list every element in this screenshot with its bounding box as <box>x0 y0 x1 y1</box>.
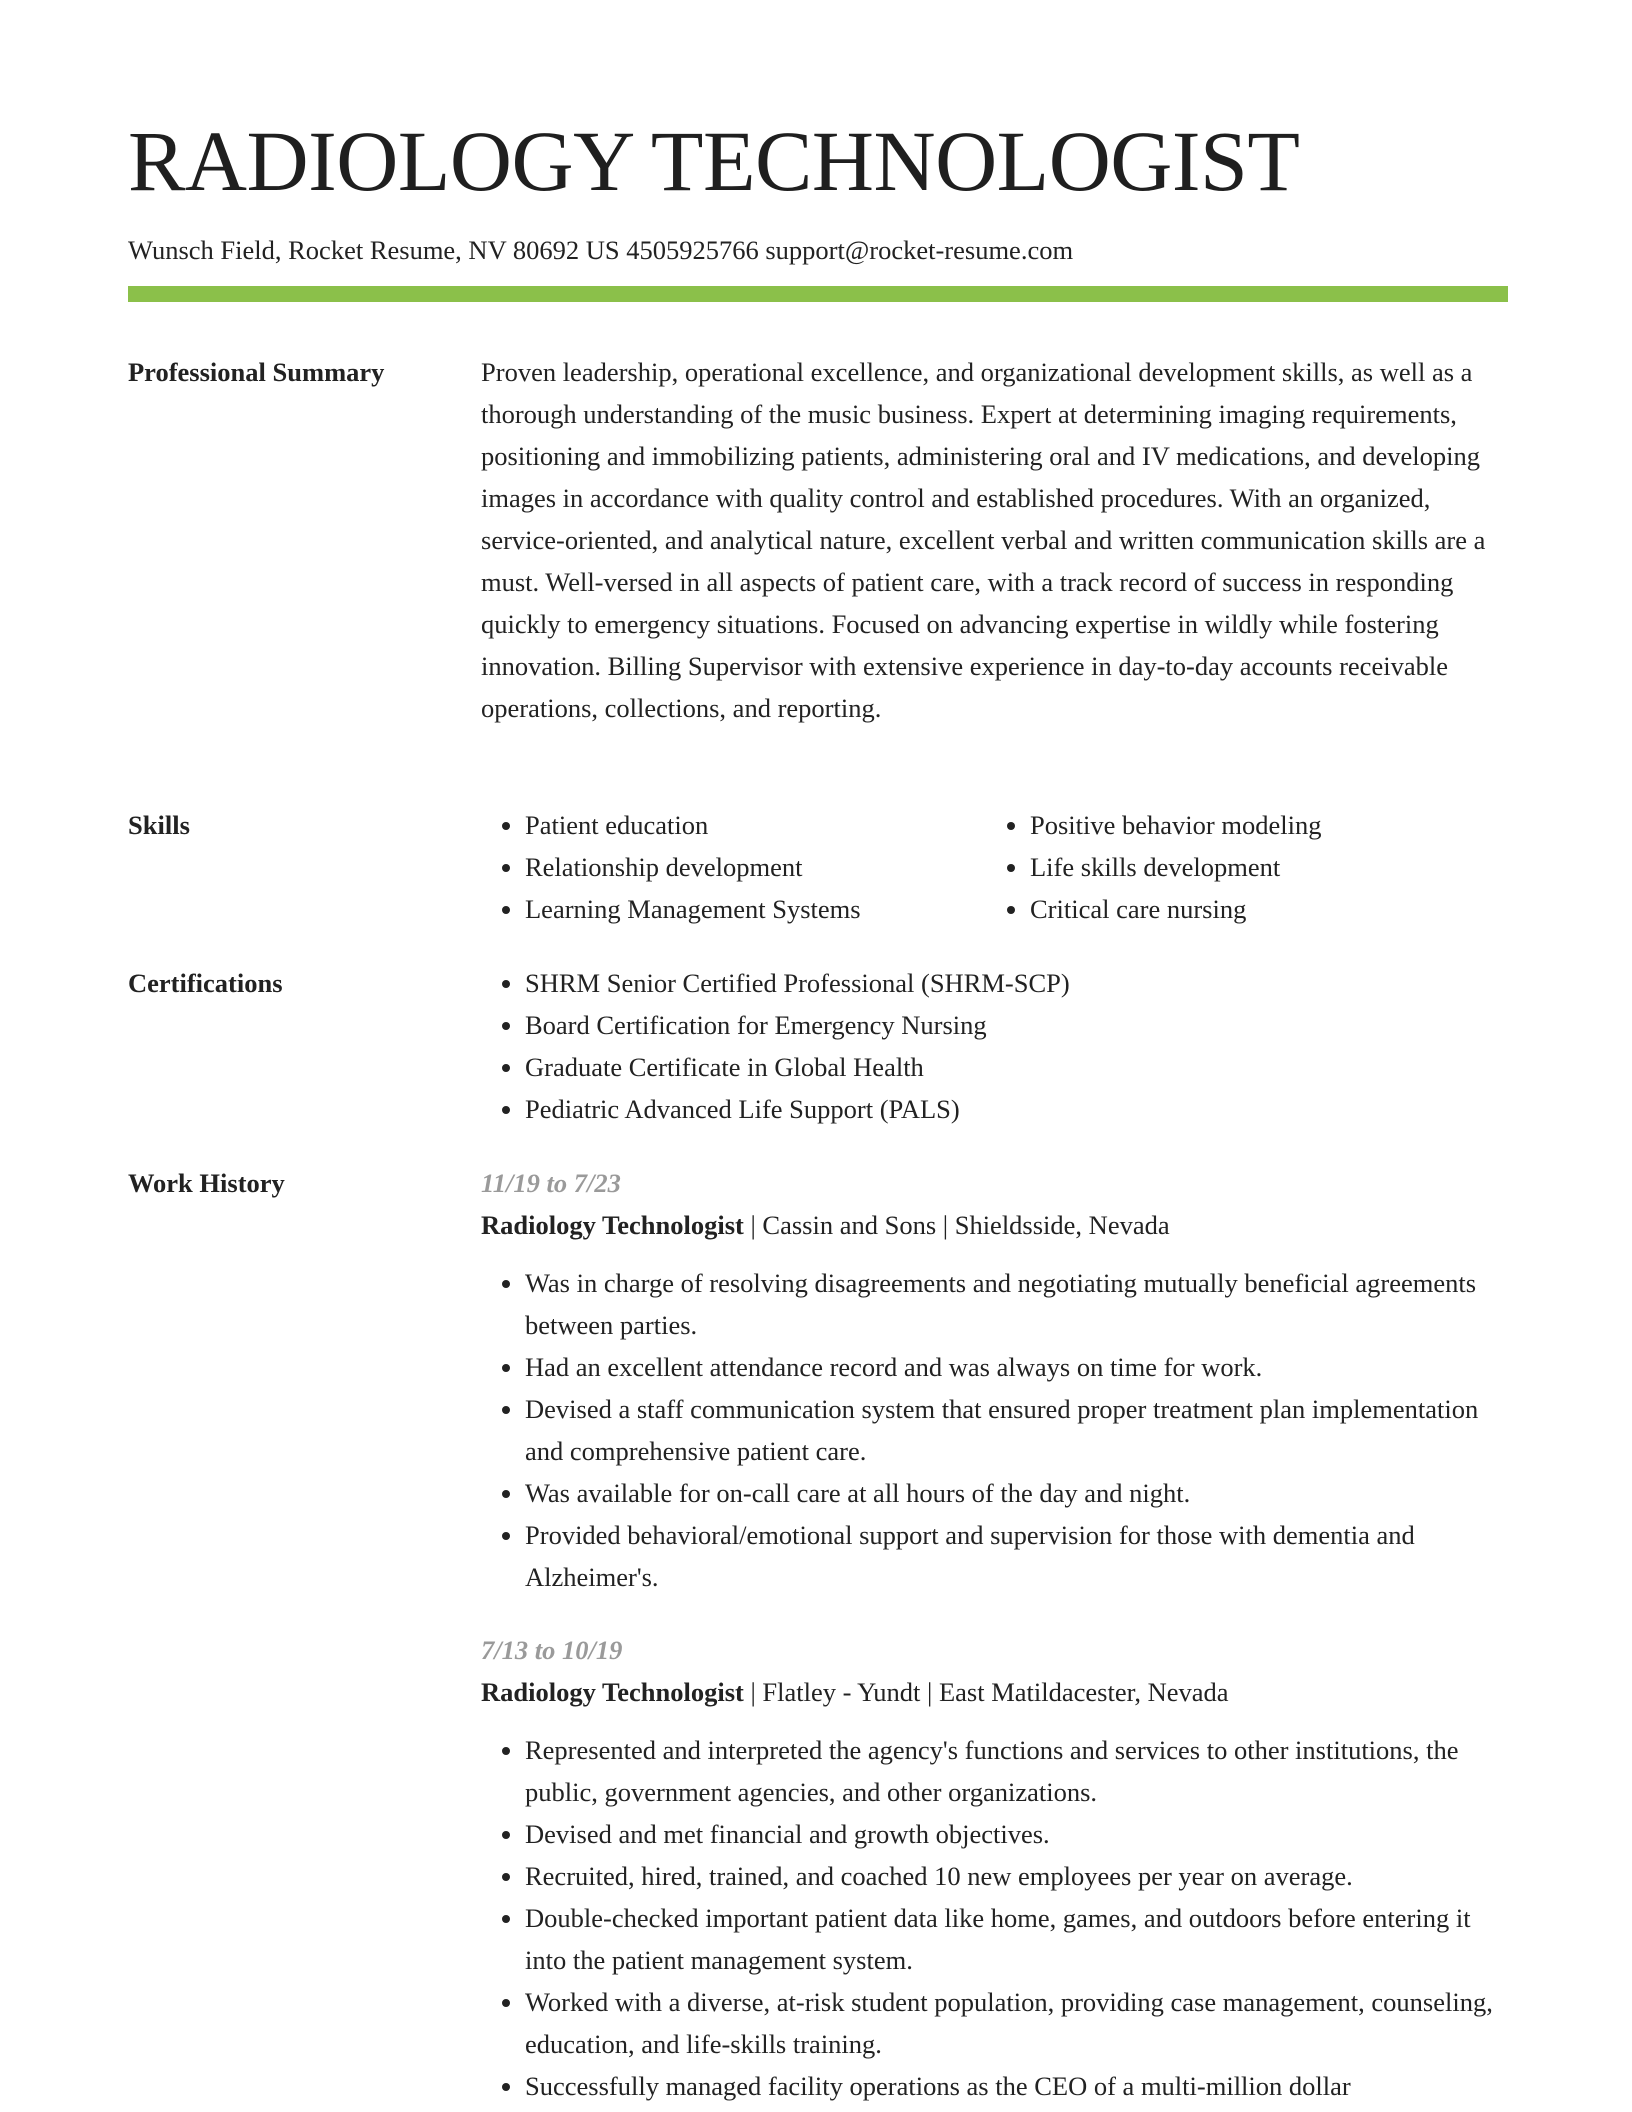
skills-section <box>481 804 1511 934</box>
skill-item: • Critical care nursing <box>1030 888 1530 930</box>
skill-item: • Learning Management Systems <box>525 888 1025 930</box>
job-bullet: • Provided behavioral/emotional support and supervision for those with dementia and Alzheimer's. <box>525 1514 1511 1598</box>
job-bullet: • Successfully managed facility operations as the CEO of a multi-million dollar <box>525 2065 1511 2107</box>
skill-item: • Patient education <box>525 804 1025 846</box>
resume-title: RADIOLOGY TECHNOLOGIST <box>128 113 1300 209</box>
job-details: | Flatley - Yundt | East Matildacester, Nevada <box>743 1677 1229 1707</box>
job-bullet: • Was available for on-call care at all hours of the day and night. <box>525 1472 1511 1514</box>
certifications-list <box>481 962 1511 1130</box>
job-bullet: • Represented and interpreted the agency's functions and services to other institutions, the public, government agencies, and other organizations. <box>525 1729 1511 1813</box>
job-bullet: • Devised a staff communication system that ensured proper treatment plan implementation and comprehensive patient care. <box>525 1388 1511 1472</box>
job-title: Radiology Technologist <box>481 1677 744 1707</box>
job-dates: 11/19 to 7/23 <box>481 1168 621 1198</box>
job-bullet-list <box>481 1262 1511 1598</box>
certification-item: • Board Certification for Emergency Nursing <box>525 1004 1511 1046</box>
job-entry <box>481 1162 1511 1598</box>
skill-item: • Life skills development <box>1030 846 1530 888</box>
job-heading <box>481 1671 1511 1713</box>
job-heading <box>481 1204 1511 1246</box>
certifications-heading: Certifications <box>128 968 283 998</box>
job-bullet: • Worked with a diverse, at-risk student population, providing case management, counseling, education, and life-skills training. <box>525 1981 1511 2065</box>
summary-heading: Professional Summary <box>128 357 385 387</box>
skill-item: • Relationship development <box>525 846 1025 888</box>
skills-list-right <box>986 804 1530 930</box>
contact-line: Wunsch Field, Rocket Resume, NV 80692 US 4505925766 support@rocket-resume.com <box>128 235 1074 265</box>
job-title: Radiology Technologist <box>481 1210 744 1240</box>
job-bullet: • Had an excellent attendance record and was always on time for work. <box>525 1346 1511 1388</box>
work-history-heading: Work History <box>128 1168 285 1198</box>
job-details: | Cassin and Sons | Shieldsside, Nevada <box>743 1210 1170 1240</box>
job-bullet: • Devised and met financial and growth objectives. <box>525 1813 1511 1855</box>
job-dates: 7/13 to 10/19 <box>481 1635 623 1665</box>
job-bullet-list <box>481 1729 1511 2107</box>
accent-divider <box>128 286 1508 302</box>
job-entry <box>481 1629 1511 2107</box>
skills-list-left <box>481 804 1025 930</box>
certifications-section <box>481 962 1511 1130</box>
job-bullet: • Was in charge of resolving disagreements and negotiating mutually beneficial agreements between parties. <box>525 1262 1511 1346</box>
certification-item: • SHRM Senior Certified Professional (SHRM-SCP) <box>525 962 1511 1004</box>
certification-item: • Graduate Certificate in Global Health <box>525 1046 1511 1088</box>
job-bullet: • Recruited, hired, trained, and coached 10 new employees per year on average. <box>525 1855 1511 1897</box>
skills-heading: Skills <box>128 810 190 840</box>
summary-text: Proven leadership, operational excellence, and organizational development skills, as well as a thorough understanding of the music business. Expert at determining imaging requirements, positioning and immobilizing patients, administering oral and IV medications, and developing images in accordance with quality control and established procedures. With an organized, service-oriented, and analytical nature, excellent verbal and written communication skills are a must. Well-versed in all aspects of patient care, with a track record of success in responding quickly to emergency situations. Focused on advancing expertise in wildly while fostering innovation. Billing Supervisor with extensive experience in day-to-day accounts receivable operations, collections, and reporting. <box>481 357 1486 723</box>
job-bullet: • Double-checked important patient data like home, games, and outdoors before entering it into the patient management system. <box>525 1897 1511 1981</box>
summary-section <box>481 351 1511 729</box>
certification-item: • Pediatric Advanced Life Support (PALS) <box>525 1088 1511 1130</box>
skill-item: • Positive behavior modeling <box>1030 804 1530 846</box>
